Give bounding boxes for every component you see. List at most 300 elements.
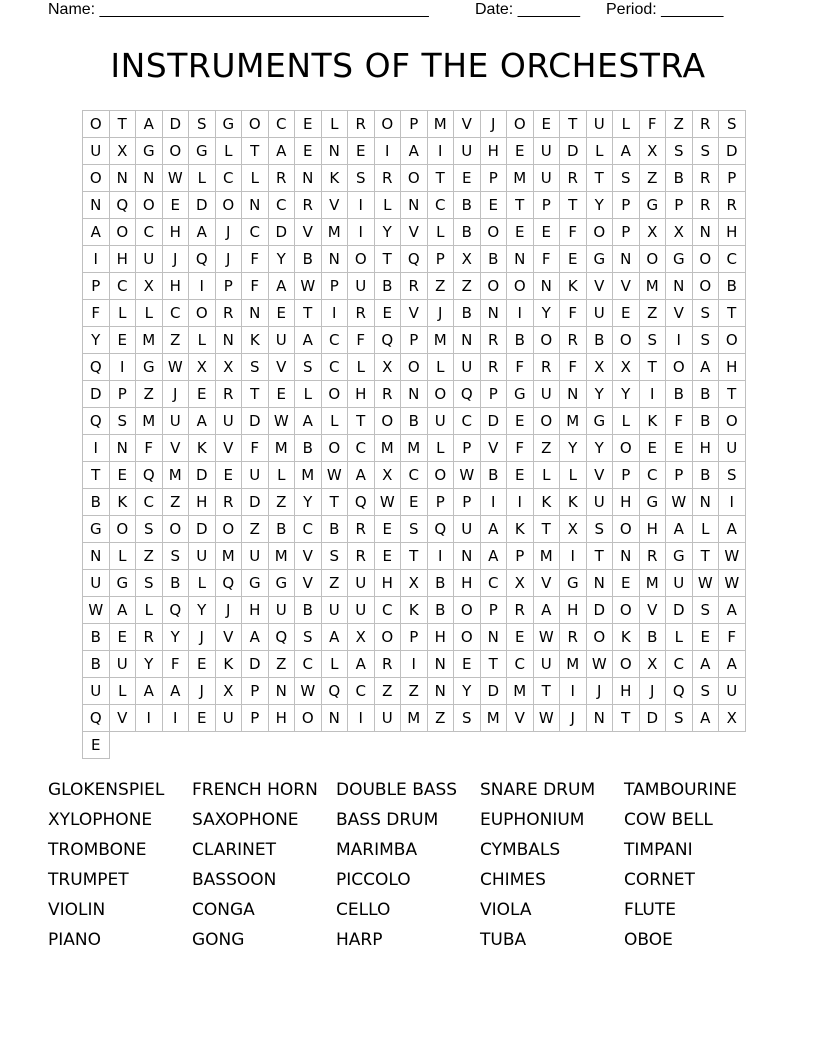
grid-cell[interactable]: I <box>348 705 375 732</box>
grid-cell[interactable]: H <box>719 354 746 381</box>
grid-cell[interactable]: T <box>242 381 269 408</box>
grid-cell[interactable]: Y <box>295 489 322 516</box>
grid-cell[interactable]: I <box>560 543 587 570</box>
grid-cell[interactable]: O <box>534 408 561 435</box>
grid-cell[interactable]: O <box>375 111 402 138</box>
grid-cell[interactable]: H <box>110 246 137 273</box>
grid-cell[interactable]: E <box>507 408 534 435</box>
grid-cell[interactable]: L <box>110 300 137 327</box>
grid-cell[interactable]: B <box>719 273 746 300</box>
grid-cell[interactable]: D <box>481 678 508 705</box>
grid-cell[interactable]: M <box>216 543 243 570</box>
grid-cell[interactable]: M <box>269 435 296 462</box>
grid-cell[interactable]: I <box>83 246 110 273</box>
grid-cell[interactable]: O <box>613 327 640 354</box>
grid-cell[interactable]: L <box>693 516 720 543</box>
grid-cell[interactable]: N <box>216 327 243 354</box>
grid-cell[interactable]: R <box>640 543 667 570</box>
grid-cell[interactable]: R <box>136 624 163 651</box>
grid-cell[interactable]: U <box>534 651 561 678</box>
grid-cell[interactable]: L <box>613 111 640 138</box>
grid-cell[interactable]: T <box>401 543 428 570</box>
grid-cell[interactable]: A <box>269 273 296 300</box>
grid-cell[interactable]: G <box>189 138 216 165</box>
grid-cell[interactable]: Q <box>269 624 296 651</box>
grid-cell[interactable]: B <box>693 408 720 435</box>
grid-cell[interactable]: G <box>110 570 137 597</box>
grid-cell[interactable]: C <box>507 651 534 678</box>
grid-cell[interactable]: Q <box>375 327 402 354</box>
grid-cell[interactable]: G <box>560 570 587 597</box>
grid-cell[interactable]: K <box>242 327 269 354</box>
grid-cell[interactable]: U <box>587 111 614 138</box>
grid-cell[interactable]: D <box>481 408 508 435</box>
grid-cell[interactable]: T <box>295 300 322 327</box>
grid-cell[interactable]: O <box>401 165 428 192</box>
grid-cell[interactable]: G <box>83 516 110 543</box>
grid-cell[interactable]: U <box>216 408 243 435</box>
grid-cell[interactable]: T <box>693 543 720 570</box>
grid-cell[interactable]: N <box>322 246 349 273</box>
grid-cell[interactable]: F <box>83 300 110 327</box>
grid-cell[interactable]: D <box>269 219 296 246</box>
grid-cell[interactable]: J <box>189 678 216 705</box>
grid-cell[interactable]: P <box>428 246 455 273</box>
grid-cell[interactable]: W <box>375 489 402 516</box>
grid-cell[interactable]: N <box>454 327 481 354</box>
grid-cell[interactable]: I <box>348 192 375 219</box>
grid-cell[interactable]: J <box>163 381 190 408</box>
grid-cell[interactable]: K <box>640 408 667 435</box>
grid-cell[interactable]: T <box>110 111 137 138</box>
grid-cell[interactable]: Q <box>322 678 349 705</box>
grid-cell[interactable]: K <box>216 651 243 678</box>
grid-cell[interactable]: R <box>216 381 243 408</box>
grid-cell[interactable]: E <box>375 300 402 327</box>
grid-cell[interactable]: V <box>295 570 322 597</box>
grid-cell[interactable]: M <box>481 705 508 732</box>
grid-cell[interactable]: S <box>719 111 746 138</box>
grid-cell[interactable]: H <box>560 597 587 624</box>
grid-cell[interactable]: L <box>322 111 349 138</box>
grid-cell[interactable]: M <box>560 651 587 678</box>
grid-cell[interactable]: N <box>587 705 614 732</box>
grid-cell[interactable]: E <box>295 111 322 138</box>
grid-cell[interactable]: T <box>481 651 508 678</box>
grid-cell[interactable]: L <box>136 597 163 624</box>
grid-cell[interactable]: A <box>189 219 216 246</box>
grid-cell[interactable]: Z <box>269 651 296 678</box>
grid-cell[interactable]: N <box>534 273 561 300</box>
grid-cell[interactable]: V <box>401 219 428 246</box>
grid-cell[interactable]: C <box>295 651 322 678</box>
grid-cell[interactable]: O <box>613 516 640 543</box>
grid-cell[interactable]: T <box>587 543 614 570</box>
grid-cell[interactable]: V <box>322 192 349 219</box>
grid-cell[interactable]: N <box>613 543 640 570</box>
grid-cell[interactable]: U <box>269 597 296 624</box>
grid-cell[interactable]: S <box>693 300 720 327</box>
grid-cell[interactable]: M <box>136 327 163 354</box>
grid-cell[interactable]: A <box>481 543 508 570</box>
grid-cell[interactable]: O <box>295 705 322 732</box>
grid-cell[interactable]: E <box>83 732 110 759</box>
grid-cell[interactable]: B <box>428 597 455 624</box>
grid-cell[interactable]: B <box>640 624 667 651</box>
grid-cell[interactable]: E <box>640 435 667 462</box>
grid-cell[interactable]: F <box>719 624 746 651</box>
grid-cell[interactable]: C <box>322 354 349 381</box>
grid-cell[interactable]: X <box>401 570 428 597</box>
grid-cell[interactable]: Y <box>587 192 614 219</box>
grid-cell[interactable]: L <box>242 165 269 192</box>
grid-cell[interactable]: S <box>136 570 163 597</box>
grid-cell[interactable]: L <box>269 462 296 489</box>
grid-cell[interactable]: E <box>454 651 481 678</box>
grid-cell[interactable]: Z <box>534 435 561 462</box>
grid-cell[interactable]: J <box>216 246 243 273</box>
grid-cell[interactable]: O <box>428 462 455 489</box>
grid-cell[interactable]: E <box>507 624 534 651</box>
grid-cell[interactable]: S <box>613 165 640 192</box>
grid-cell[interactable]: M <box>428 111 455 138</box>
grid-cell[interactable]: Y <box>375 219 402 246</box>
grid-cell[interactable]: B <box>481 462 508 489</box>
grid-cell[interactable]: U <box>454 138 481 165</box>
grid-cell[interactable]: N <box>587 570 614 597</box>
grid-cell[interactable]: L <box>322 651 349 678</box>
grid-cell[interactable]: R <box>534 354 561 381</box>
grid-cell[interactable]: E <box>110 462 137 489</box>
grid-cell[interactable]: U <box>534 165 561 192</box>
grid-cell[interactable]: B <box>295 435 322 462</box>
grid-cell[interactable]: O <box>613 435 640 462</box>
grid-cell[interactable]: M <box>136 408 163 435</box>
grid-cell[interactable]: T <box>375 246 402 273</box>
grid-cell[interactable]: G <box>136 138 163 165</box>
grid-cell[interactable]: C <box>428 192 455 219</box>
grid-cell[interactable]: D <box>242 489 269 516</box>
grid-cell[interactable]: W <box>454 462 481 489</box>
grid-cell[interactable]: A <box>136 111 163 138</box>
grid-cell[interactable]: Z <box>640 300 667 327</box>
grid-cell[interactable]: B <box>295 246 322 273</box>
grid-cell[interactable]: Y <box>613 381 640 408</box>
grid-cell[interactable]: A <box>322 624 349 651</box>
grid-cell[interactable]: L <box>322 408 349 435</box>
grid-cell[interactable]: B <box>375 273 402 300</box>
grid-cell[interactable]: X <box>640 219 667 246</box>
grid-cell[interactable]: H <box>242 597 269 624</box>
grid-cell[interactable]: T <box>587 165 614 192</box>
grid-cell[interactable]: P <box>481 381 508 408</box>
grid-cell[interactable]: T <box>640 354 667 381</box>
grid-cell[interactable]: A <box>83 219 110 246</box>
grid-cell[interactable]: H <box>613 678 640 705</box>
grid-cell[interactable]: J <box>189 624 216 651</box>
grid-cell[interactable]: Q <box>110 192 137 219</box>
grid-cell[interactable]: G <box>640 192 667 219</box>
grid-cell[interactable]: S <box>693 597 720 624</box>
grid-cell[interactable]: P <box>454 435 481 462</box>
grid-cell[interactable]: O <box>375 624 402 651</box>
grid-cell[interactable]: Q <box>216 570 243 597</box>
grid-cell[interactable]: Z <box>401 678 428 705</box>
grid-cell[interactable]: H <box>348 381 375 408</box>
grid-cell[interactable]: S <box>322 543 349 570</box>
grid-cell[interactable]: U <box>83 138 110 165</box>
grid-cell[interactable]: Z <box>136 543 163 570</box>
grid-cell[interactable]: A <box>693 651 720 678</box>
grid-cell[interactable]: U <box>110 651 137 678</box>
grid-cell[interactable]: B <box>295 597 322 624</box>
grid-cell[interactable]: V <box>534 570 561 597</box>
grid-cell[interactable]: Q <box>163 597 190 624</box>
grid-cell[interactable]: R <box>481 327 508 354</box>
grid-cell[interactable]: O <box>110 219 137 246</box>
grid-cell[interactable]: P <box>666 462 693 489</box>
grid-cell[interactable]: Q <box>666 678 693 705</box>
grid-cell[interactable]: O <box>375 408 402 435</box>
grid-cell[interactable]: Y <box>587 381 614 408</box>
grid-cell[interactable]: D <box>83 381 110 408</box>
grid-cell[interactable]: U <box>666 570 693 597</box>
grid-cell[interactable]: L <box>110 678 137 705</box>
grid-cell[interactable]: U <box>83 678 110 705</box>
grid-cell[interactable]: P <box>83 273 110 300</box>
grid-cell[interactable]: T <box>322 489 349 516</box>
grid-cell[interactable]: U <box>189 543 216 570</box>
grid-cell[interactable]: S <box>693 327 720 354</box>
grid-cell[interactable]: B <box>83 624 110 651</box>
grid-cell[interactable]: R <box>693 111 720 138</box>
grid-cell[interactable]: L <box>375 192 402 219</box>
grid-cell[interactable]: A <box>189 408 216 435</box>
grid-cell[interactable]: M <box>534 543 561 570</box>
grid-cell[interactable]: C <box>136 489 163 516</box>
grid-cell[interactable]: M <box>507 165 534 192</box>
grid-cell[interactable]: N <box>560 381 587 408</box>
grid-cell[interactable]: E <box>110 327 137 354</box>
grid-cell[interactable]: T <box>242 138 269 165</box>
grid-cell[interactable]: N <box>322 705 349 732</box>
grid-cell[interactable]: U <box>348 570 375 597</box>
grid-cell[interactable]: V <box>587 273 614 300</box>
grid-cell[interactable]: M <box>560 408 587 435</box>
grid-cell[interactable]: L <box>613 408 640 435</box>
grid-cell[interactable]: N <box>83 543 110 570</box>
grid-cell[interactable]: E <box>189 381 216 408</box>
grid-cell[interactable]: U <box>719 435 746 462</box>
grid-cell[interactable]: Z <box>666 111 693 138</box>
grid-cell[interactable]: S <box>136 516 163 543</box>
grid-cell[interactable]: R <box>507 597 534 624</box>
grid-cell[interactable]: V <box>163 435 190 462</box>
grid-cell[interactable]: B <box>322 516 349 543</box>
grid-cell[interactable]: W <box>666 489 693 516</box>
grid-cell[interactable]: O <box>534 327 561 354</box>
grid-cell[interactable]: I <box>719 489 746 516</box>
grid-cell[interactable]: K <box>189 435 216 462</box>
grid-cell[interactable]: F <box>242 435 269 462</box>
grid-cell[interactable]: Z <box>136 381 163 408</box>
grid-cell[interactable]: Z <box>640 165 667 192</box>
grid-cell[interactable]: O <box>454 624 481 651</box>
grid-cell[interactable]: E <box>560 246 587 273</box>
grid-cell[interactable]: B <box>428 570 455 597</box>
grid-cell[interactable]: G <box>640 489 667 516</box>
grid-cell[interactable]: U <box>454 354 481 381</box>
grid-cell[interactable]: O <box>587 624 614 651</box>
grid-cell[interactable]: Y <box>163 624 190 651</box>
grid-cell[interactable]: R <box>560 165 587 192</box>
grid-cell[interactable]: I <box>640 381 667 408</box>
grid-cell[interactable]: A <box>163 678 190 705</box>
grid-cell[interactable]: S <box>666 705 693 732</box>
grid-cell[interactable]: L <box>534 462 561 489</box>
grid-cell[interactable]: V <box>454 111 481 138</box>
grid-cell[interactable]: S <box>666 138 693 165</box>
grid-cell[interactable]: D <box>242 651 269 678</box>
grid-cell[interactable]: M <box>269 543 296 570</box>
grid-cell[interactable]: U <box>269 327 296 354</box>
grid-cell[interactable]: T <box>719 300 746 327</box>
grid-cell[interactable]: B <box>454 192 481 219</box>
grid-cell[interactable]: Z <box>163 327 190 354</box>
grid-cell[interactable]: J <box>640 678 667 705</box>
grid-cell[interactable]: W <box>719 570 746 597</box>
grid-cell[interactable]: E <box>507 138 534 165</box>
grid-cell[interactable]: P <box>110 381 137 408</box>
grid-cell[interactable]: A <box>110 597 137 624</box>
grid-cell[interactable]: A <box>666 516 693 543</box>
grid-cell[interactable]: I <box>110 354 137 381</box>
grid-cell[interactable]: F <box>507 354 534 381</box>
grid-cell[interactable]: T <box>428 165 455 192</box>
grid-cell[interactable]: X <box>189 354 216 381</box>
grid-cell[interactable]: L <box>348 354 375 381</box>
grid-cell[interactable]: K <box>110 489 137 516</box>
grid-cell[interactable]: F <box>640 111 667 138</box>
grid-cell[interactable]: Y <box>587 435 614 462</box>
grid-cell[interactable]: A <box>613 138 640 165</box>
grid-cell[interactable]: H <box>481 138 508 165</box>
grid-cell[interactable]: B <box>401 408 428 435</box>
grid-cell[interactable]: Y <box>560 435 587 462</box>
grid-cell[interactable]: A <box>481 516 508 543</box>
grid-cell[interactable]: B <box>507 327 534 354</box>
grid-cell[interactable]: A <box>693 705 720 732</box>
grid-cell[interactable]: E <box>481 192 508 219</box>
grid-cell[interactable]: H <box>163 273 190 300</box>
grid-cell[interactable]: U <box>534 381 561 408</box>
grid-cell[interactable]: O <box>693 246 720 273</box>
grid-cell[interactable]: O <box>428 381 455 408</box>
grid-cell[interactable]: I <box>666 327 693 354</box>
grid-cell[interactable]: C <box>375 597 402 624</box>
grid-cell[interactable]: A <box>295 408 322 435</box>
grid-cell[interactable]: W <box>83 597 110 624</box>
grid-cell[interactable]: P <box>216 273 243 300</box>
grid-cell[interactable]: F <box>242 246 269 273</box>
grid-cell[interactable]: U <box>83 570 110 597</box>
grid-cell[interactable]: Q <box>83 408 110 435</box>
grid-cell[interactable]: V <box>295 543 322 570</box>
grid-cell[interactable]: U <box>348 597 375 624</box>
grid-cell[interactable]: J <box>587 678 614 705</box>
grid-cell[interactable]: H <box>189 489 216 516</box>
grid-cell[interactable]: N <box>428 651 455 678</box>
grid-cell[interactable]: R <box>560 624 587 651</box>
grid-cell[interactable]: R <box>375 381 402 408</box>
grid-cell[interactable]: O <box>136 192 163 219</box>
grid-cell[interactable]: L <box>587 138 614 165</box>
grid-cell[interactable]: E <box>269 381 296 408</box>
grid-cell[interactable]: Z <box>454 273 481 300</box>
grid-cell[interactable]: S <box>693 678 720 705</box>
grid-cell[interactable]: R <box>269 165 296 192</box>
grid-cell[interactable]: X <box>560 516 587 543</box>
grid-cell[interactable]: H <box>719 219 746 246</box>
grid-cell[interactable]: W <box>269 408 296 435</box>
grid-cell[interactable]: R <box>693 165 720 192</box>
grid-cell[interactable]: M <box>375 435 402 462</box>
grid-cell[interactable]: D <box>189 462 216 489</box>
grid-cell[interactable]: N <box>401 381 428 408</box>
grid-cell[interactable]: R <box>375 165 402 192</box>
grid-cell[interactable]: U <box>534 138 561 165</box>
grid-cell[interactable]: X <box>640 138 667 165</box>
grid-cell[interactable]: C <box>295 516 322 543</box>
grid-cell[interactable]: D <box>189 192 216 219</box>
grid-cell[interactable]: L <box>189 327 216 354</box>
grid-cell[interactable]: H <box>269 705 296 732</box>
grid-cell[interactable]: R <box>295 192 322 219</box>
grid-cell[interactable]: W <box>534 624 561 651</box>
grid-cell[interactable]: C <box>269 192 296 219</box>
grid-cell[interactable]: P <box>401 111 428 138</box>
grid-cell[interactable]: N <box>269 678 296 705</box>
grid-cell[interactable]: D <box>587 597 614 624</box>
grid-cell[interactable]: T <box>613 705 640 732</box>
grid-cell[interactable]: T <box>719 381 746 408</box>
grid-cell[interactable]: T <box>534 678 561 705</box>
grid-cell[interactable]: K <box>560 273 587 300</box>
grid-cell[interactable]: U <box>136 246 163 273</box>
grid-cell[interactable]: P <box>613 462 640 489</box>
grid-cell[interactable]: O <box>110 516 137 543</box>
grid-cell[interactable]: L <box>189 570 216 597</box>
grid-cell[interactable]: T <box>83 462 110 489</box>
grid-cell[interactable]: L <box>428 219 455 246</box>
grid-cell[interactable]: G <box>587 408 614 435</box>
grid-cell[interactable]: X <box>110 138 137 165</box>
grid-cell[interactable]: P <box>481 165 508 192</box>
grid-cell[interactable]: L <box>295 381 322 408</box>
grid-cell[interactable]: X <box>719 705 746 732</box>
grid-cell[interactable]: X <box>640 651 667 678</box>
grid-cell[interactable]: J <box>560 705 587 732</box>
grid-cell[interactable]: U <box>587 489 614 516</box>
grid-cell[interactable]: V <box>216 435 243 462</box>
grid-cell[interactable]: N <box>666 273 693 300</box>
grid-cell[interactable]: U <box>428 408 455 435</box>
grid-cell[interactable]: E <box>507 219 534 246</box>
grid-cell[interactable]: F <box>560 300 587 327</box>
grid-cell[interactable]: B <box>269 516 296 543</box>
grid-cell[interactable]: V <box>666 300 693 327</box>
grid-cell[interactable]: P <box>481 597 508 624</box>
